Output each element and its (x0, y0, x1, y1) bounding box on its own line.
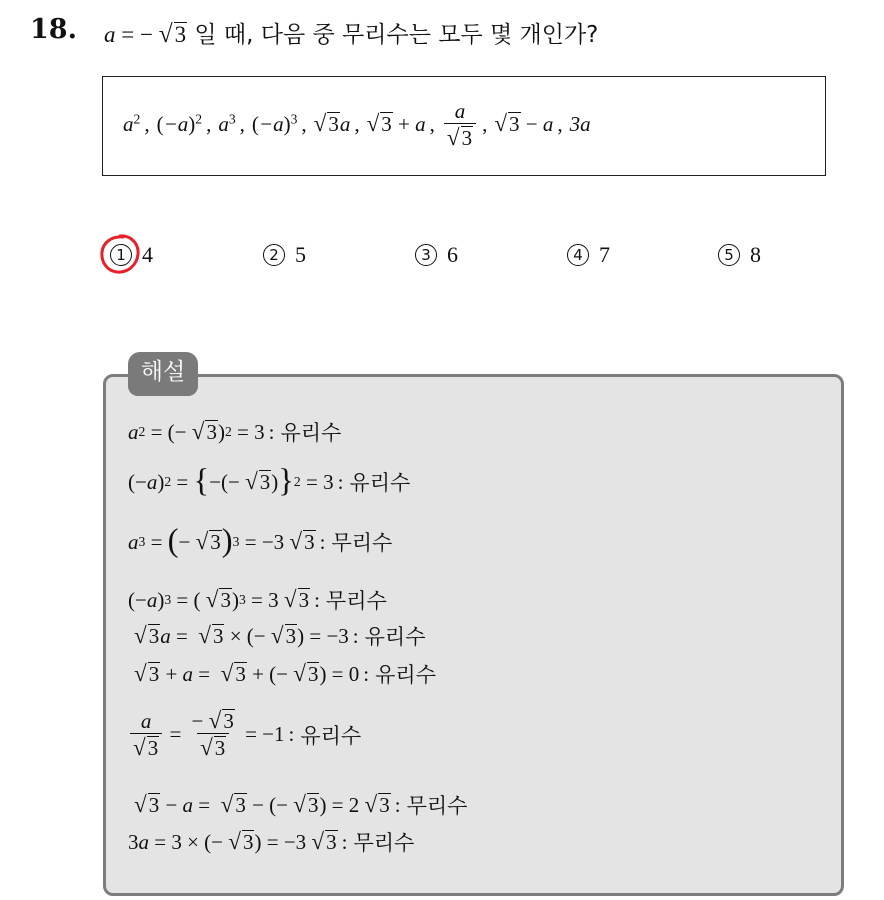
expr-3a: 3a (569, 112, 591, 137)
expr-neg-a-cubed: $(-a)^3$ (251, 111, 298, 137)
expr-a-over-sqrt3: a √ 3 (444, 99, 476, 150)
expr-sqrt3-plus-a: √ 3 + a (366, 110, 426, 137)
solution-line-1: a 2 = (− √ 3 ) 2 = 3 : 유리수 (128, 418, 342, 445)
given-expressions: $a^2$ , $(-a)^2$ , $a^3$ , $(-a)^3$ , √ 3 a , √ 3 + a , a √ 3 , √ 3 − a , 3a (123, 99, 591, 151)
solution-line-5: √ 3 a = √ 3 × (− √ 3 ) = −3 : 유리수 (134, 622, 426, 649)
question-text (104, 16, 598, 49)
choice-2-symbol: 2 (263, 244, 285, 266)
choice-1-value: 4 (142, 242, 153, 267)
choice-4-symbol: 4 (567, 244, 589, 266)
expr-sqrt3-a: √ 3 a (313, 110, 351, 137)
choice-5-symbol: 5 (718, 244, 740, 266)
choice-1[interactable] (110, 242, 153, 268)
choice-4-value: 7 (599, 242, 610, 267)
solution-line-9: 3 a = 3 × (− √ 3 ) = −3 √ 3 : 무리수 (128, 828, 415, 855)
expr-neg-a-squared: $(-a)^2$ (156, 111, 203, 137)
expr-a-cubed: $a^3$ (218, 111, 236, 137)
solution-line-4: (− a ) 3 = ( √ 3 ) 3 = 3 √ 3 : 무리수 (128, 586, 387, 613)
solution-line-2: (− a ) 2 = { −(− √ 3 ) } 2 = 3 : 유리수 (128, 462, 411, 499)
choice-3[interactable] (415, 242, 458, 268)
solution-tab-label: 해설 (128, 352, 198, 396)
expr-a-squared: $a^2$ (123, 111, 141, 137)
choice-4[interactable] (567, 242, 610, 268)
choice-3-value: 6 (447, 242, 458, 267)
choice-1-symbol: 1 (110, 244, 132, 266)
given-expressions-box (102, 76, 826, 176)
choice-5-value: 8 (750, 242, 761, 267)
var-a: a (104, 22, 116, 47)
sqrt-3: √ 3 (158, 20, 187, 48)
answer-choices (100, 232, 860, 280)
question-prompt: 일 때, 다음 중 무리수는 모두 몇 개인가? (187, 22, 599, 48)
solution-line-7: a √ 3 = − √ 3 √ 3 = −1 : 유리수 (128, 709, 361, 760)
solution-line-8: √ 3 − a = √ 3 − (− √ 3 ) = 2 √ 3 : 무리수 (134, 791, 468, 818)
eq-sign: = − (115, 22, 159, 47)
solution-panel (103, 374, 844, 896)
solution-line-3: a 3 = ( − √ 3 ) 3 = −3 √ 3 : 무리수 (128, 522, 393, 559)
solution-line-6: √ 3 + a = √ 3 + (− √ 3 ) = 0 : 유리수 (134, 660, 436, 687)
choice-2-value: 5 (295, 242, 306, 267)
question-number: 18. (30, 14, 77, 45)
choice-5[interactable] (718, 242, 761, 268)
choice-2[interactable] (263, 242, 306, 268)
expr-sqrt3-minus-a: √ 3 − a (494, 110, 554, 137)
choice-3-symbol: 3 (415, 244, 437, 266)
